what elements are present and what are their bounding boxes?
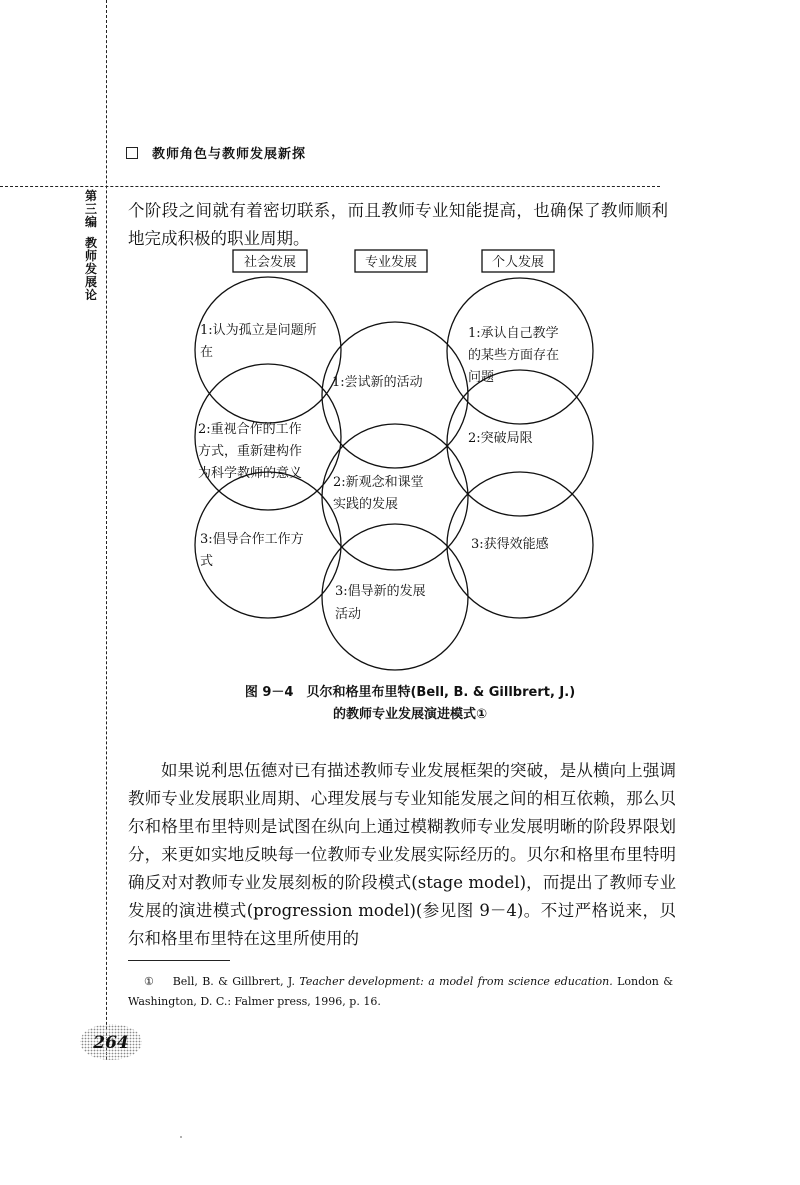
header-dashed-line — [0, 186, 660, 187]
side-char: 展 — [84, 275, 97, 289]
margin-dashed-line — [106, 0, 107, 1060]
page-number: 264 — [93, 1033, 129, 1053]
caption-line-2: 的教师专业发展演进模式① — [332, 707, 487, 722]
paragraph-1: 个阶段之间就有着密切联系，而且教师专业知能提高，也确保了教师顺利地完成积极的职业周期。 — [128, 200, 668, 248]
side-char: 发 — [84, 262, 97, 276]
footnote-title: Teacher development: a model from science education. — [299, 975, 613, 988]
left-stage-3-line: 3:倡导合作工作方 — [200, 532, 304, 547]
middle-stage-1-line: 1:尝试新的活动 — [332, 375, 423, 390]
left-stage-3-line: 式 — [200, 554, 214, 569]
side-section-title — [82, 190, 100, 302]
right-stage-1-line: 的某些方面存在 — [468, 348, 560, 363]
stage-circle-middle-1 — [322, 322, 468, 468]
left-stage-2-line: 为科学教师的意义 — [198, 466, 303, 481]
side-char: 第 — [84, 189, 97, 203]
side-char: 三 — [84, 202, 97, 216]
right-stage-1-line: 问题 — [468, 370, 495, 385]
left-stage-2-line: 2:重视合作的工作 — [198, 422, 302, 437]
side-char: 师 — [84, 249, 97, 263]
footnote — [128, 972, 673, 1012]
header-title: 教师角色与教师发展新探 — [152, 147, 307, 162]
progression-model-figure — [185, 245, 595, 685]
left-stage-1-line: 1:认为孤立是问题所 — [200, 323, 317, 338]
stage-circle-left-2 — [195, 364, 341, 510]
right-stage-2-line: 2:突破局限 — [468, 431, 533, 446]
square-icon — [126, 147, 138, 159]
footnote-authors: Bell, B. & Gillbrert, J. — [172, 975, 295, 988]
left-stage-2-line: 方式，重新建构作 — [198, 444, 303, 459]
middle-stage-3-line: 3:倡导新的发展 — [335, 584, 426, 599]
side-char: 教 — [84, 236, 97, 250]
side-char: 论 — [84, 288, 97, 302]
left-stage-1-line: 在 — [200, 345, 214, 360]
paragraph-2: 如果说利思伍德对已有描述教师专业发展框架的突破，是从横向上强调教师专业发展职业周期、心理发展与专业知能发展之间的相互依赖，那么贝尔和格里布里特则是试图在纵向上通过模糊教师专业发展明晰的阶段界限划分，来更如实地反映每一位教师专业发展实际经历的。贝尔和格里布里特明确反对对教师专业发展刻板的阶段模式(stage model)，而提出了教师专业发展的演进模式(progression model)(参见图 9－4)。不过严格说来，贝尔和格里布里特在这里所使用的 — [128, 760, 676, 948]
footnote-rule — [128, 960, 230, 961]
footnote-publisher: London & Washington, D. C.: Falmer press, 1996, p. 16. — [128, 975, 673, 1008]
figure-caption — [150, 682, 670, 726]
stage-circle-left-1 — [195, 277, 341, 423]
column-header-personal: 个人发展 — [491, 255, 545, 270]
middle-stage-3-line: 活动 — [335, 607, 362, 622]
middle-stage-2-line: 实践的发展 — [333, 497, 399, 512]
right-stage-1-line: 1:承认自己教学 — [468, 326, 559, 341]
column-header-social: 社会发展 — [243, 255, 297, 270]
scan-speck — [180, 1136, 182, 1138]
middle-stage-2-line: 2:新观念和课堂 — [333, 475, 424, 490]
page-number-splotch — [78, 1022, 144, 1062]
caption-line-1: 图 9－4 贝尔和格里布里特(Bell, B. & Gillbrert, J.) — [244, 685, 576, 700]
right-stage-3-line: 3:获得效能感 — [471, 537, 549, 552]
running-header — [126, 143, 306, 162]
column-header-professional: 专业发展 — [364, 255, 418, 270]
page-number-badge — [78, 1022, 144, 1062]
side-char: 编 — [84, 215, 97, 229]
footnote-mark: ① — [144, 975, 155, 988]
